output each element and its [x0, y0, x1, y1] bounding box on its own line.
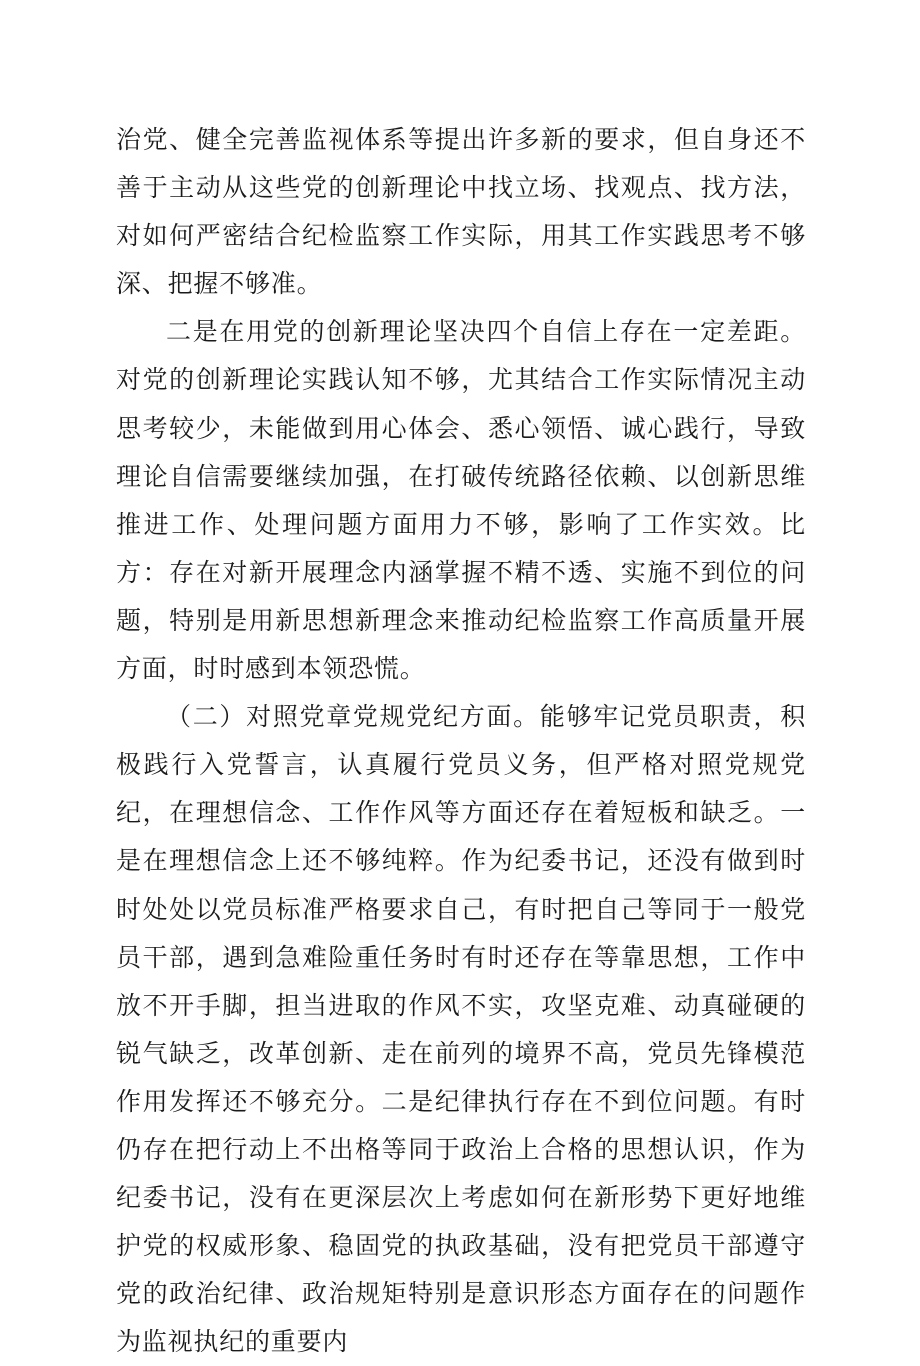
- paragraph-innovation-theory: 二是在用党的创新理论坚决四个自信上存在一定差距。对党的创新理论实践认知不够，尤其结合工作实际情况主动思考较少，未能做到用心体会、悉心领悟、诚心践行，导致理论自信需要继续加强，在打破传统路径依赖、以创新思维推进工作、处理问题方面用力不够，影响了工作实效。比方：存在对新开展理念内涵掌握不精不透、实施不到位的问题，特别是用新思想新理念来推动纪检监察工作高质量开展方面，时时感到本领恐慌。: [116, 317, 806, 684]
- document-body: [116, 116, 806, 1366]
- paragraph-continuation: 治党、健全完善监视体系等提出许多新的要求，但自身还不善于主动从这些党的创新理论中找立场、找观点、找方法，对如何严密结合纪检监察工作实际，用其工作实践思考不够深、把握不够准。: [116, 125, 806, 299]
- paragraph-party-rules: （二）对照党章党规党纪方面。能够牢记党员职责，积极践行入党誓言，认真履行党员义务，但严格对照党规党纪，在理想信念、工作作风等方面还存在着短板和缺乏。一是在理想信念上还不够纯粹。作为纪委书记，还没有做到时时处处以党员标准严格要求自己，有时把自己等同于一般党员干部，遇到急难险重任务时有时还存在等靠思想，工作中放不开手脚，担当进取的作风不实，攻坚克难、动真碰硬的锐气缺乏，改革创新、走在前列的境界不高，党员先锋模范作用发挥还不够充分。二是纪律执行存在不到位问题。有时仍存在把行动上不出格等同于政治上合格的思想认识，作为纪委书记，没有在更深层次上考虑如何在新形势下更好地维护党的权威形象、稳固党的执政基础，没有把党员干部遵守党的政治纪律、政治规矩特别是意识形态方面存在的问题作为监视执纪的重要内: [116, 702, 806, 1357]
